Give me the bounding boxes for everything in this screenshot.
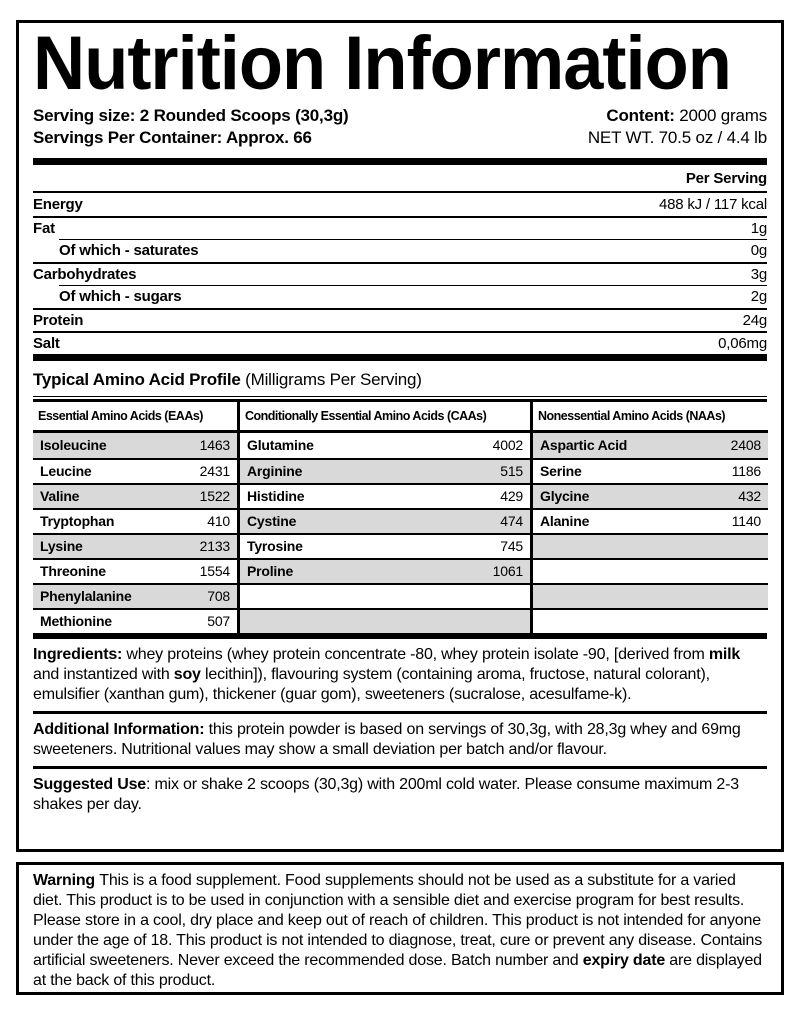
amino-value: 432 [738,488,761,504]
nutrient-label: Carbohydrates [33,265,137,283]
amino-value: 745 [500,538,523,554]
amino-profile-title [33,370,767,396]
table-row [33,285,767,308]
amino-name: Serine [540,463,582,479]
text-run: Ingredients: [33,645,127,663]
table-row [240,483,530,508]
amino-name: Lysine [40,538,83,554]
nutrient-value: 0,06mg [718,334,767,352]
serving-size-line: Serving size: 2 Rounded Scoops (30,3g) [33,106,349,125]
table-row [240,533,530,558]
table-row [33,433,237,458]
table-row [533,483,768,508]
table-row [240,583,530,608]
table-row [240,508,530,533]
amino-name: Tyrosine [247,538,303,554]
amino-name: Glycine [540,488,590,504]
table-row [33,583,237,608]
amino-name: Glutamine [247,437,314,453]
eaa-rows [33,433,237,633]
amino-name: Arginine [247,463,303,479]
nutrition-label-panel [16,20,784,852]
naa-column-header: Nonessential Amino Acids (NAAs) [533,402,768,433]
amino-acid-table [33,396,767,633]
amino-value: 2133 [199,538,230,554]
amino-value: 4002 [492,437,523,453]
eaa-column-header: Essential Amino Acids (EAAs) [33,402,237,433]
warning-paragraph [33,871,767,991]
table-row [240,433,530,458]
content-label: Content: [606,106,675,125]
amino-acid-grid [33,399,767,633]
per-serving-column-header: Per Serving [33,165,767,193]
text-run: This is a food supplement. Food supplements should not be used as a substitute for a varied diet. This product is to be used in conjunction with a sensible diet and exercise program for best results. Please store in a cool, dry place and keep out of reach of children. This product is not intended for anyone under the age of 18. This product is not intended to diagnose, treat, cure or prevent any disease. Contains artificial sweeteners. Never exceed the recommended dose. Batch number and [33,872,763,969]
amino-value: 474 [500,513,523,529]
nutrition-facts-table [33,193,767,354]
table-row [240,608,530,633]
table-row [533,433,768,458]
text-run: Additional Information: [33,720,209,738]
amino-value: 429 [500,488,523,504]
table-row [533,458,768,483]
amino-name: Threonine [40,563,106,579]
amino-name: Cystine [247,513,297,529]
text-run: Warning [33,872,100,889]
amino-value: 1522 [199,488,230,504]
table-row [33,308,767,331]
eaa-column [33,402,237,633]
nutrient-value: 3g [750,265,767,283]
table-row [33,193,767,216]
additional-information-paragraph [33,711,767,766]
amino-name: Methionine [40,613,112,629]
amino-value: 515 [500,463,523,479]
table-row [533,508,768,533]
ingredients-paragraph [33,639,767,711]
amino-value: 2431 [199,463,230,479]
warning-panel [16,862,784,995]
text-run: expiry date [582,952,666,969]
nutrient-value: 488 kJ / 117 kcal [658,195,767,213]
divider-bar-top [33,158,767,165]
nutrient-value: 1g [750,219,767,237]
content-line [588,105,767,127]
amino-value: 1463 [199,437,230,453]
nutrient-label: Energy [33,195,83,213]
table-row [33,262,767,285]
amino-title-bold: Typical Amino Acid Profile [33,369,241,389]
amino-value: 1554 [199,563,230,579]
amino-value: 1186 [731,463,761,479]
table-row [33,216,767,239]
nutrient-label: Protein [33,311,84,329]
nutrient-label: Of which - saturates [59,241,199,259]
text-run: are displayed at the back of this product. [33,952,762,989]
nutrient-value: 2g [750,287,767,305]
table-row [33,608,237,633]
table-row [33,331,767,354]
amino-name: Valine [40,488,80,504]
nutrient-value: 24g [742,311,767,329]
text-run: soy [173,665,201,683]
table-row [33,483,237,508]
table-row [533,583,768,608]
nutrient-label: Fat [33,219,55,237]
page-title: Nutrition Information [33,21,731,106]
amino-value: 2408 [730,437,761,453]
naa-rows [533,433,768,633]
serving-header [33,105,767,149]
table-row [240,458,530,483]
amino-name: Histidine [247,488,305,504]
text-run: whey proteins (whey protein concentrate -80, whey protein isolate -90, [derived from [126,645,709,663]
caa-column-header: Conditionally Essential Amino Acids (CAAs) [240,402,530,433]
table-row [533,533,768,558]
amino-name: Aspartic Acid [540,437,628,453]
text-run: milk [708,645,741,663]
table-row [33,458,237,483]
table-row [533,608,768,633]
amino-name: Isoleucine [40,437,107,453]
amino-name: Tryptophan [40,513,115,529]
table-row [33,508,237,533]
suggested-use-paragraph [33,766,767,821]
table-row [33,558,237,583]
amino-name: Phenylalanine [40,588,132,604]
content-value: 2000 grams [674,106,767,125]
amino-name: Proline [247,563,294,579]
table-row [240,558,530,583]
content-info [588,105,767,149]
table-row [33,239,767,262]
amino-value: 1061 [492,563,523,579]
serving-info [33,105,348,149]
caa-rows [240,433,530,633]
caa-column [237,402,533,633]
servings-per-container-line: Servings Per Container: Approx. 66 [33,127,312,147]
amino-value: 507 [207,613,230,629]
text-run: this protein powder is based on servings of 30,3g, with 28,3g whey and 69mg sweeteners. Nutritional values may show a small deviation per batch and/or flavour. [33,720,741,758]
nutrient-value: 0g [750,241,767,259]
amino-value: 708 [207,588,230,604]
amino-name: Leucine [40,463,92,479]
text-run: : mix or shake 2 scoops (30,3g) with 200ml cold water. Please consume maximum 2-3 shakes per day. [33,775,739,813]
amino-value: 1140 [731,513,761,529]
divider-bar-mid [33,354,767,361]
text-run: Suggested Use [33,775,146,793]
text-run: lecithin]), flavouring system (containing aroma, fructose, natural colorant), emulsifier (xanthan gum), thickener (guar gom), sweeteners (sucralose, acesulfame-k). [33,665,710,703]
table-row [33,533,237,558]
amino-name: Alanine [540,513,590,529]
table-row [533,558,768,583]
amino-title-note: (Milligrams Per Serving) [240,369,422,389]
text-run: and instantized with [33,665,174,683]
net-weight-line: NET WT. 70.5 oz / 4.4 lb [587,127,767,147]
naa-column [533,402,768,633]
amino-value: 410 [207,513,230,529]
nutrient-label: Of which - sugars [59,287,182,305]
nutrient-label: Salt [33,334,60,352]
